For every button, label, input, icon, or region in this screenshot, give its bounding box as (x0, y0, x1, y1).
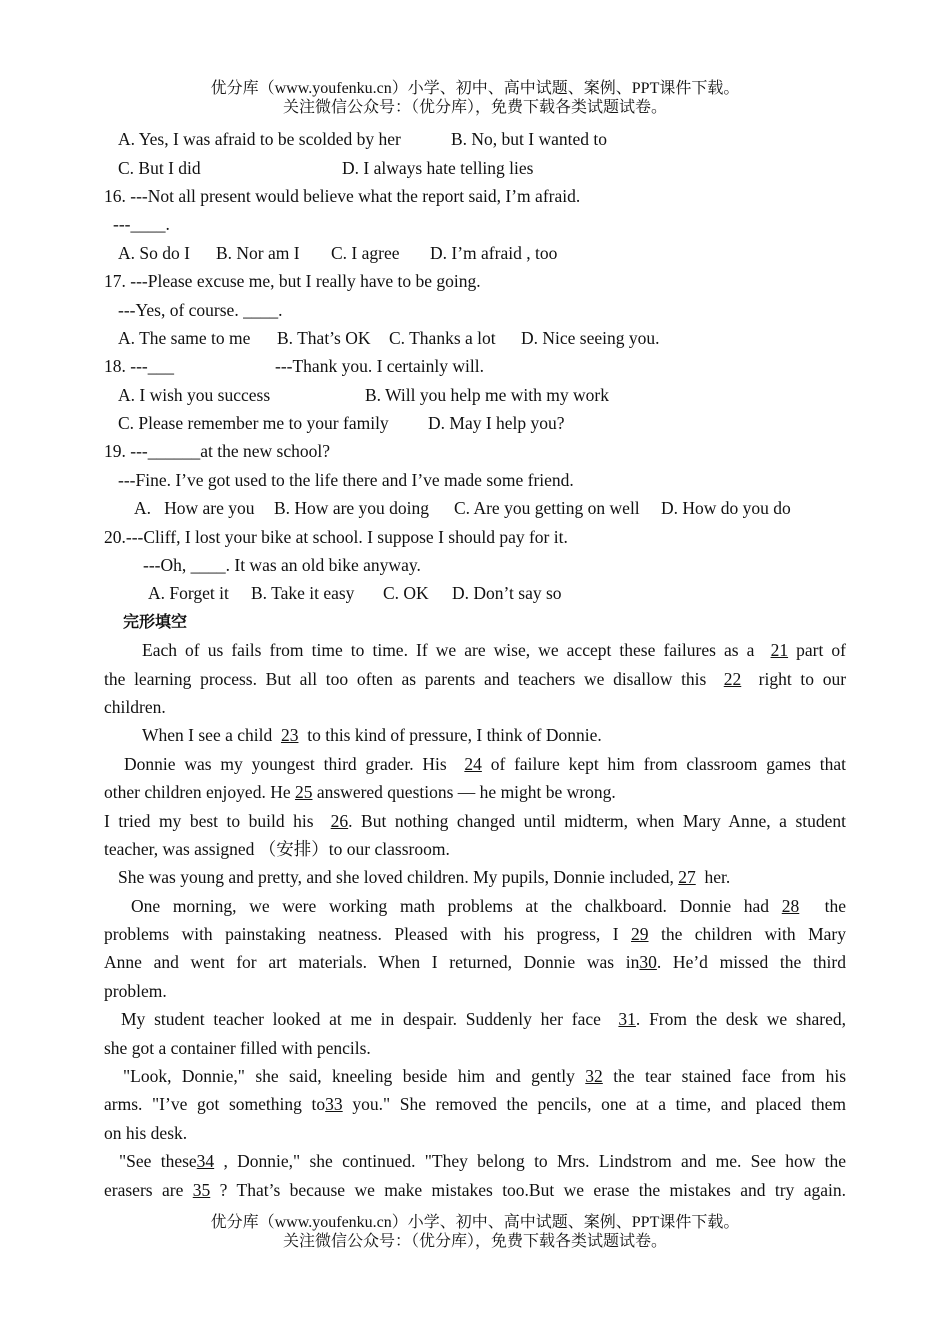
q19-stem: 19. ---______at the new school? (104, 441, 330, 461)
blank-33: 33 (325, 1094, 343, 1114)
q18-reply: ---Thank you. I certainly will. (275, 356, 484, 376)
blank-23: 23 (280, 725, 299, 745)
blank-34: 34 (196, 1151, 215, 1171)
footer-line-1: 优分库（www.youfenku.cn）小学、初中、高中试题、案例、PPT课件下载。 (210, 1214, 740, 1231)
q16-option-a: A. So do I (118, 243, 190, 263)
blank-25: 25 (294, 782, 313, 802)
passage-line: My student teacher looked at me in despair. Suddenly her face 31. From the desk we shared, (121, 1009, 846, 1029)
q20-option-a: A. Forget it (148, 583, 229, 603)
blank-27: 27 (678, 867, 696, 887)
q17-option-d: D. Nice seeing you. (521, 328, 660, 348)
q20-reply: ---Oh, ____. It was an old bike anyway. (143, 555, 421, 575)
blank-32: 32 (585, 1066, 603, 1086)
passage-line: When I see a child 23 to this kind of pressure, I think of Donnie. (142, 725, 602, 745)
q17-option-a: A. The same to me (118, 328, 251, 348)
page-footer (0, 1213, 950, 1251)
passage-line: arms. "I’ve got something to33 you." She removed the pencils, one at a time, and placed them (104, 1094, 846, 1114)
q19-reply: ---Fine. I’ve got used to the life there and I’ve made some friend. (118, 470, 574, 490)
passage-line: Donnie was my youngest third grader. His 24 of failure kept him from classroom games that (124, 754, 846, 774)
q20-option-d: D. Don’t say so (452, 583, 562, 603)
section-title-cloze: 完形填空 (123, 612, 188, 631)
passage-line: She was young and pretty, and she loved children. My pupils, Donnie included, 27 her. (118, 867, 731, 887)
blank-29: 29 (631, 924, 649, 944)
passage-line: teacher, was assigned （安排）to our classroom. (104, 839, 450, 859)
q15-option-b: B. No, but I wanted to (451, 129, 608, 149)
passage-line: erasers are 35 ? That’s because we make mistakes too.But we erase the mistakes and try again. (104, 1180, 846, 1200)
passage-line: problems with painstaking neatness. Pleased with his progress, I 29 the children with Mary (104, 924, 846, 944)
q17-reply: ---Yes, of course. ____. (118, 300, 283, 320)
q18-option-a: A. I wish you success (118, 385, 271, 405)
blank-28: 28 (781, 896, 800, 916)
blank-22: 22 (723, 669, 742, 689)
q15-option-a: A. Yes, I was afraid to be scolded by her (118, 129, 401, 149)
page-header (0, 79, 950, 117)
q20-stem: 20.---Cliff, I lost your bike at school. I suppose I should pay for it. (104, 527, 568, 547)
header-line-2: 关注微信公众号：（优分库），免费下载各类试题试卷。 (282, 99, 667, 116)
q16-option-c: C. I agree (331, 243, 400, 263)
q17-stem: 17. ---Please excuse me, but I really have to be going. (104, 271, 481, 291)
passage-line: Anne and went for art materials. When I returned, Donnie was in30. He’d missed the third (104, 952, 846, 972)
q16-option-d: D. I’m afraid , too (430, 243, 558, 263)
passage-line: the learning process. But all too often as parents and teachers we disallow this 22 right to our (104, 669, 847, 689)
passage-line: I tried my best to build his 26. But nothing changed until midterm, when Mary Anne, a student (104, 811, 846, 831)
q20-option-c: C. OK (383, 583, 429, 603)
q16-stem: 16. ---Not all present would believe what the report said, I’m afraid. (104, 186, 581, 206)
passage-line: children. (104, 697, 166, 717)
q15-option-d: D. I always hate telling lies (342, 158, 534, 178)
blank-24: 24 (464, 754, 482, 774)
passage-line: "Look, Donnie," she said, kneeling beside him and gently 32 the tear stained face from his (123, 1066, 847, 1086)
blank-30: 30 (639, 952, 657, 972)
blank-35: 35 (192, 1180, 211, 1200)
q19-option-b: B. How are you doing (274, 498, 430, 518)
q17-option-c: C. Thanks a lot (389, 328, 496, 348)
q17-option-b: B. That’s OK (277, 328, 371, 348)
passage-line: "See these34 , Donnie," she continued. "They belong to Mrs. Lindstrom and me. See how the (119, 1151, 847, 1171)
q18-option-b: B. Will you help me with my work (365, 385, 609, 405)
q18-option-c: C. Please remember me to your family (118, 413, 389, 433)
footer-line-2: 关注微信公众号：（优分库），免费下载各类试题试卷。 (282, 1233, 667, 1250)
q19-option-a: A. How are you (134, 498, 255, 518)
q18-option-d: D. May I help you? (428, 413, 565, 433)
q20-option-b: B. Take it easy (251, 583, 355, 603)
passage-line: problem. (104, 981, 167, 1001)
q19-option-d: D. How do you do (661, 498, 791, 518)
passage-line: she got a container filled with pencils. (104, 1038, 371, 1058)
blank-26: 26 (330, 811, 349, 831)
blank-21: 21 (770, 640, 789, 660)
passage-line: One morning, we were working math problems at the chalkboard. Donnie had 28 the (131, 896, 846, 916)
q16-reply: ---____. (113, 214, 170, 234)
q16-option-b: B. Nor am I (216, 243, 300, 263)
q15-option-c: C. But I did (118, 158, 201, 178)
passage-line: other children enjoyed. He 25 answered questions — he might be wrong. (104, 782, 616, 802)
blank-31: 31 (618, 1009, 636, 1029)
passage-line: Each of us fails from time to time. If we are wise, we accept these failures as a 21 part of (142, 640, 846, 660)
header-line-1: 优分库（www.youfenku.cn）小学、初中、高中试题、案例、PPT课件下载。 (210, 80, 740, 97)
q18-stem: 18. ---___ (104, 356, 174, 376)
passage-line: on his desk. (104, 1123, 188, 1143)
q19-option-c: C. Are you getting on well (454, 498, 640, 518)
